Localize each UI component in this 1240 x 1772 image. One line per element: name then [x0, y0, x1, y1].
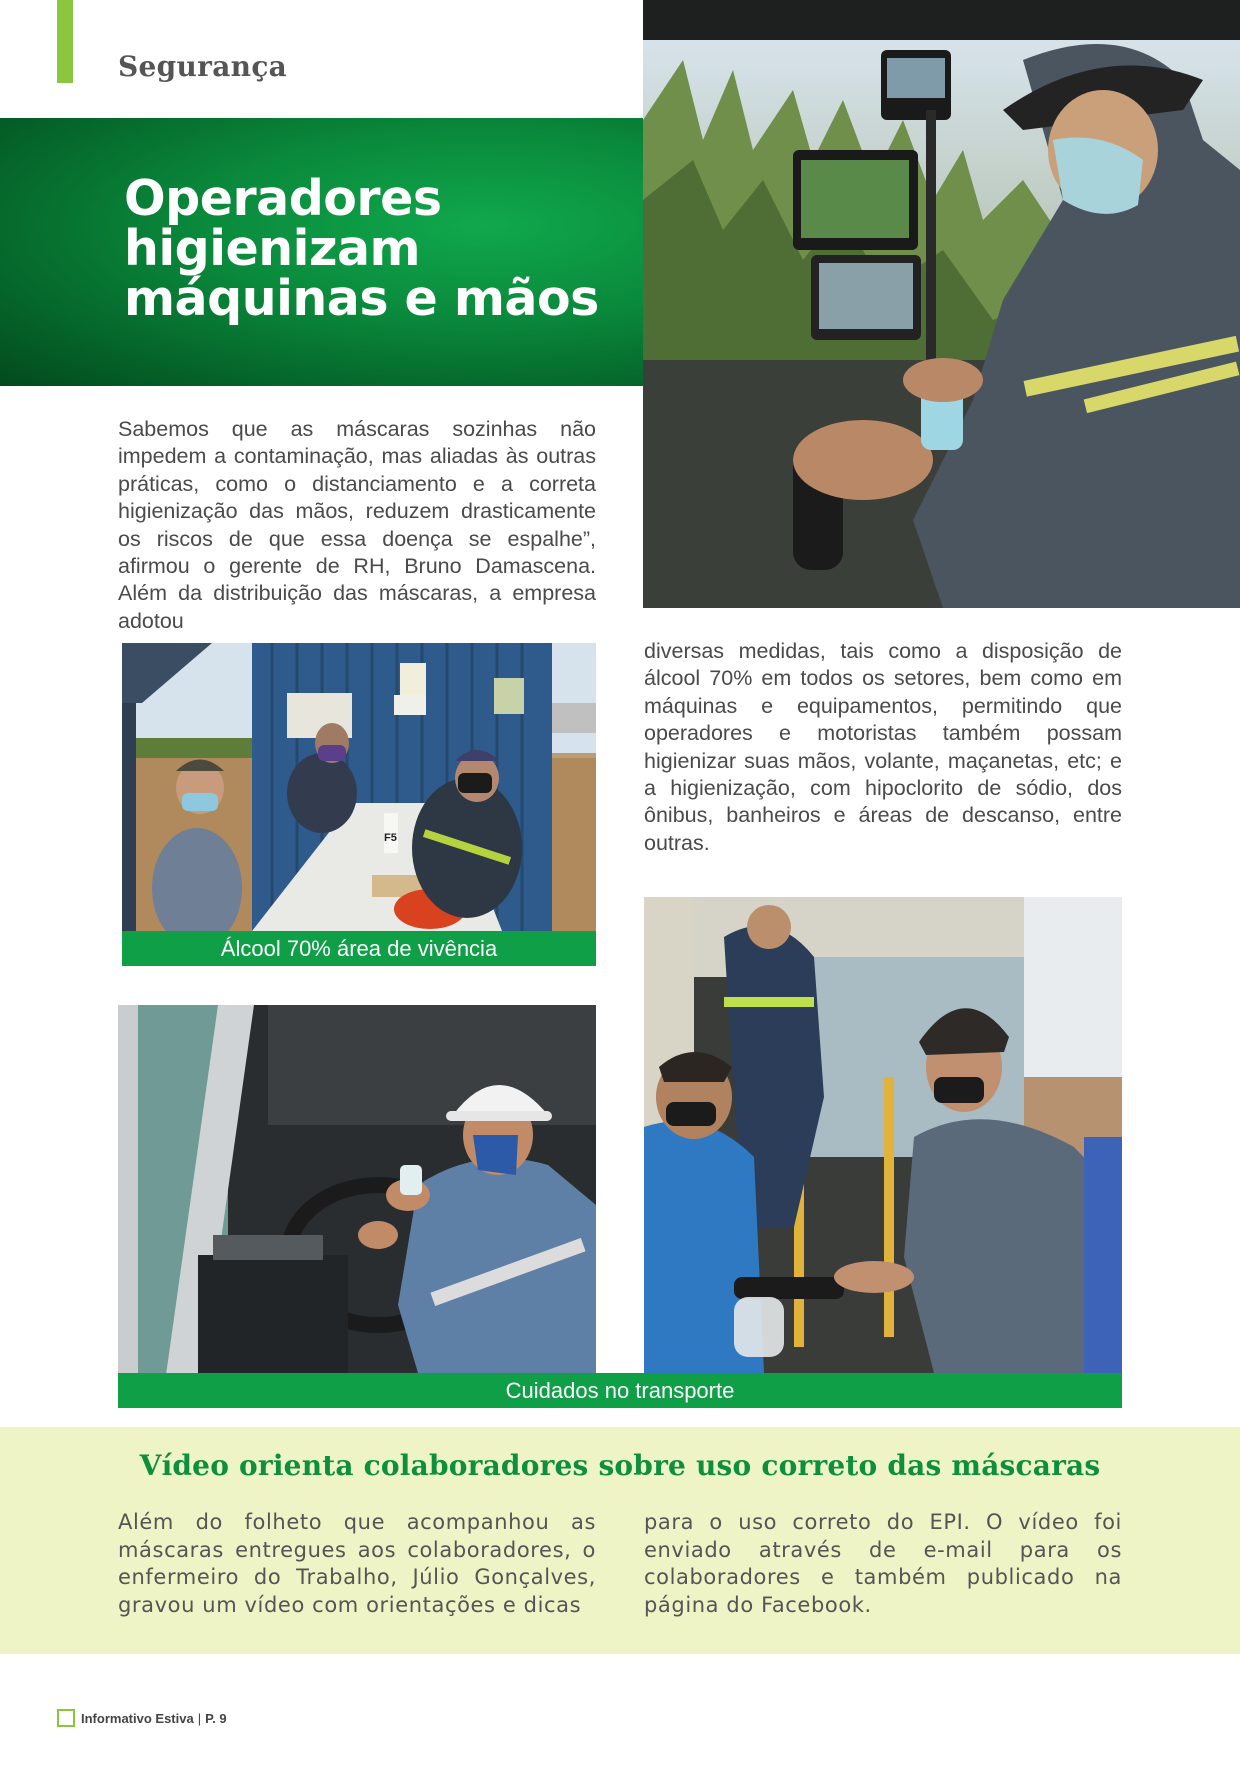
caption-break-area: Álcool 70% área de vivência [122, 931, 596, 966]
article-paragraph-left: Sabemos que as máscaras sozinhas não impedem a contaminação, mas aliadas às outras práticas, como o distanciamento e a correta higienização das mãos, reduzem drasticamente os riscos de que essa doença se espalhe”, afirmou o gerente de RH, Bruno Damascena. Além da distribuição das máscaras, a empresa adotou [118, 417, 596, 633]
article-paragraph-right: diversas medidas, tais como a disposição de álcool 70% em todos os setores, bem como em máquinas e equipamentos, permitindo que operadores e motoristas também possam higienizar suas mãos, volante, maçanetas, etc; e a higienização, com hipoclorito de sódio, dos ônibus, banheiros e áreas de descanso, entre outras. [644, 639, 1122, 855]
footer-page-number: P. 9 [205, 1711, 227, 1726]
bottle-label: F5 [384, 832, 397, 844]
title-banner [0, 118, 643, 386]
footer-publication: Informativo Estiva [81, 1711, 194, 1726]
photo-operator-cab [643, 0, 1240, 608]
box-text-left: Além do folheto que acompanhou as máscaras entregues aos colaboradores, o enfermeiro do Trabalho, Júlio Gonçalves, gravou um vídeo com orientações e dicas [118, 1510, 596, 1617]
footer-square-icon [57, 1709, 75, 1727]
footer-separator: | [197, 1711, 202, 1726]
section-label: Segurança [118, 50, 288, 83]
photo-break-area [122, 643, 596, 931]
article-title: Operadores higienizam máquinas e mãos [124, 170, 599, 327]
photo-truck-driver [118, 1005, 596, 1373]
box-title: Vídeo orienta colaboradores sobre uso correto das máscaras [139, 1449, 1101, 1482]
section-accent-bar [57, 0, 73, 83]
video-info-box [0, 1427, 1240, 1654]
box-text-right: para o uso correto do EPI. O vídeo foi enviado através de e-mail para os colaboradores e também publicado na página do Facebook. [644, 1510, 1122, 1617]
caption-transport: Cuidados no transporte [118, 1373, 1122, 1408]
photo-bus-boarding [644, 897, 1122, 1373]
footer [81, 1711, 227, 1726]
